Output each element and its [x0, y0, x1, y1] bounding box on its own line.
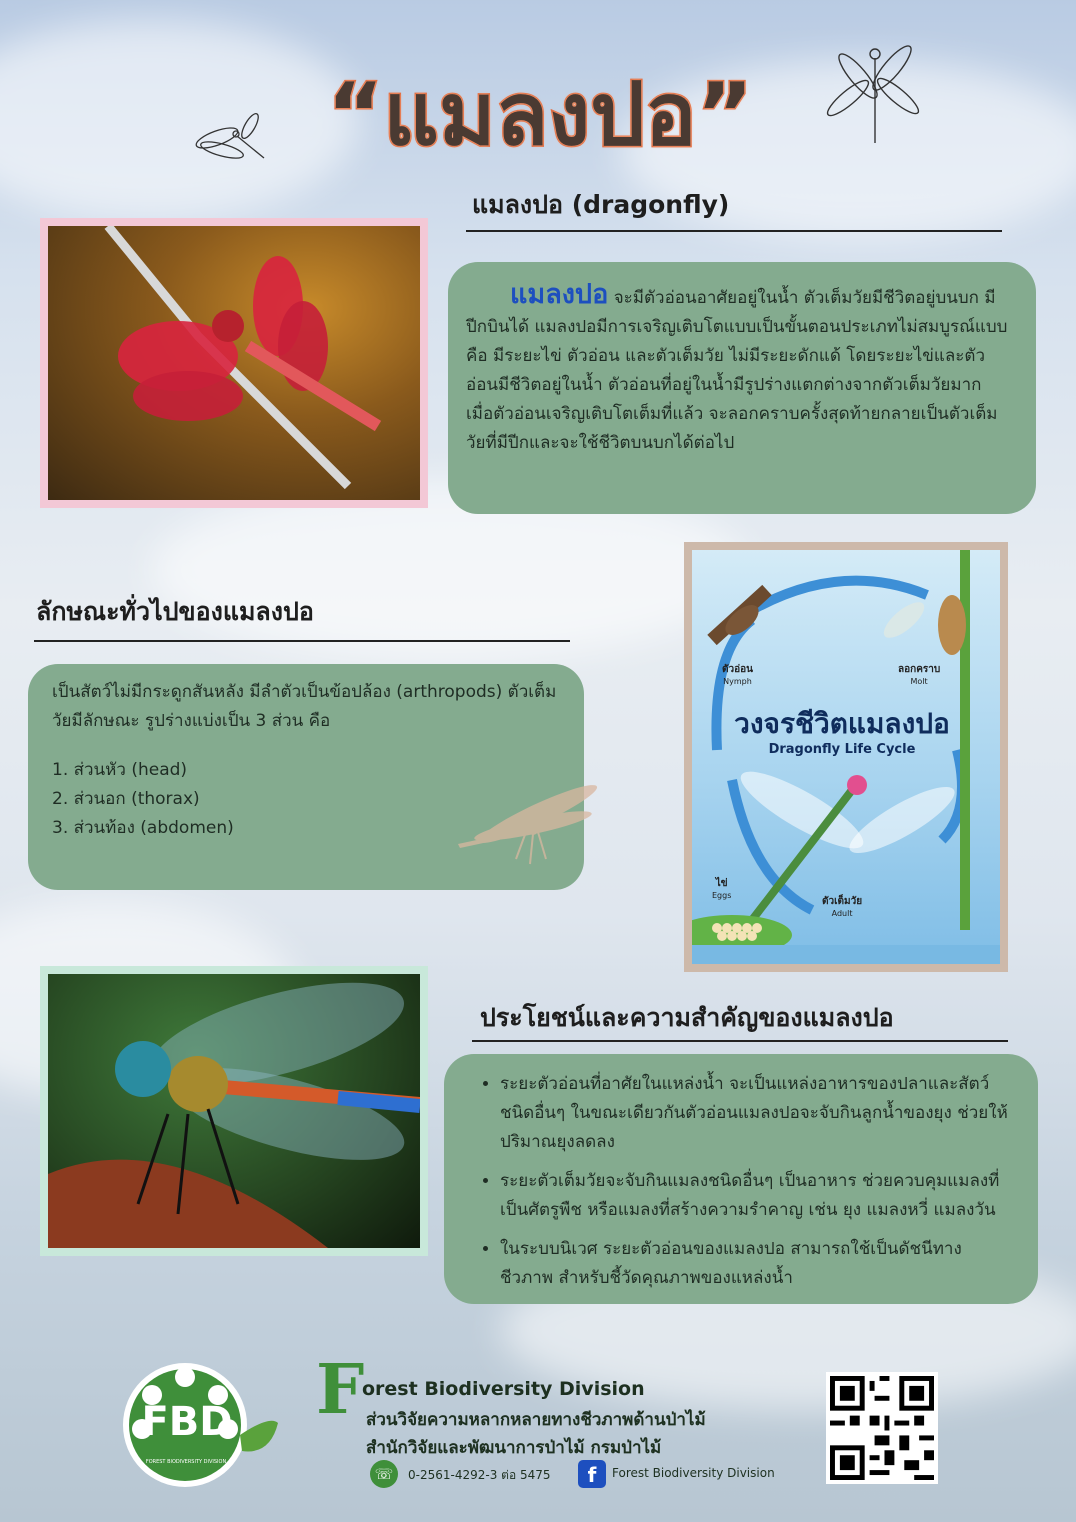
damselfly-silhouette-icon — [438, 784, 608, 874]
intro-heading: แมลงปอ (dragonfly) — [472, 190, 730, 219]
org-initial: F — [316, 1350, 365, 1430]
list-item: • ระยะตัวเต็มวัยจะจับกินแมลงชนิดอื่นๆ เป็นอาหาร ช่วยควบคุมแมลงที่เป็นศัตรูพืช หรือแมลงที่สร้างความรำคาญ เช่น ยุง แมลงหวี่ แมลงวัน — [500, 1167, 1014, 1225]
intro-text: จะมีตัวอ่อนอาศัยอยู่ในน้ำ ตัวเต็มวัยมีชีวิตอยู่บนบก มีปีกบินได้ แมลงปอมีการเจริญเติบโตแบบเป็นขั้นตอนประเภทไม่สมบูรณ์แบบ คือ มีระยะไข่ ตัวอ่อน และตัวเต็มวัย ไม่มีระยะดักแด้ โดยระยะไข่และตัวอ่อนมีชีวิตอยู่ในน้ำ ตัวอ่อนที่อยู่ในน้ำมีรูปร่างแตกต่างจากตัวเต็มวัยมาก เมื่อตัวอ่อนเจริญเติบโตเต็มที่แล้ว จะลอกคราบครั้งสุดท้ายกลายเป็นตัวเต็มวัยที่มีปีกและจะใช้ชีวิตบนบกได้ต่อไป — [466, 288, 1008, 453]
fbd-logo-ring-text: FOREST BIODIVERSITY DIVISION — [145, 1459, 227, 1465]
nymph-label-en: Nymph — [723, 677, 752, 686]
list-item: • ระยะตัวอ่อนที่อาศัยในแหล่งน้ำ จะเป็นแหล่งอาหารของปลาและสัตว์ชนิดอื่นๆ ในขณะเดียวกันตัวอ่อนแมลงปอจะจับกินลูกน้ำของยุง ช่วยให้ปริมาณยุงลดลง — [500, 1070, 1014, 1157]
lifecycle-diagram — [692, 550, 1000, 964]
qr-code-icon — [830, 1376, 934, 1480]
phone-number[interactable]: 0-2561-4292-3 ต่อ 5475 — [408, 1468, 551, 1482]
facebook-link[interactable]: Forest Biodiversity Division — [612, 1466, 775, 1480]
lifecycle-subtitle: Dragonfly Life Cycle — [768, 742, 916, 757]
page-title: “แมลงปอ” — [326, 65, 754, 165]
benefits-list — [444, 1054, 1038, 1293]
nymph-label — [722, 662, 753, 686]
phone-icon: ☏ — [370, 1460, 398, 1488]
photo-frame — [40, 966, 428, 1256]
divider — [472, 1040, 1008, 1042]
qr-code[interactable] — [826, 1372, 938, 1484]
general-text: เป็นสัตว์ไม่มีกระดูกสันหลัง มีลำตัวเป็นข้อปล้อง (arthropods) ตัวเต็มวัยมีลักษณะ รูปร่างแบ่งเป็น 3 ส่วน คือ — [52, 682, 557, 731]
red-dragonfly-photo — [48, 226, 420, 500]
general-heading: ลักษณะทั่วไปของแมลงปอ — [36, 597, 314, 626]
eggs-label-en: Eggs — [712, 891, 732, 900]
list-item: 2. ส่วนอก (thorax) — [52, 789, 200, 809]
list-item: • ในระบบนิเวศ ระยะตัวอ่อนของแมลงปอ สามารถใช้เป็นดัชนีทางชีวภาพ สำหรับชี้วัดคุณภาพของแหล่งน้ำ — [500, 1235, 1014, 1293]
dragonfly-sketch-icon — [192, 108, 272, 168]
blue-dragonfly-photo — [48, 974, 420, 1248]
nymph-label-th: ตัวอ่อน — [722, 664, 753, 675]
dragonfly-sketch-icon — [820, 38, 930, 148]
fbd-logo-text: FBD — [141, 1399, 233, 1445]
molt-label — [898, 662, 940, 686]
org-name-th-2: สำนักวิจัยและพัฒนาการป่าไม้ กรมป่าไม้ — [366, 1438, 662, 1458]
molt-label-th: ลอกคราบ — [898, 664, 941, 675]
fbd-logo — [120, 1355, 280, 1495]
facebook-icon: f — [578, 1460, 606, 1488]
lifecycle-frame — [684, 542, 1008, 972]
intro-highlight: แมลงปอ — [510, 279, 609, 310]
intro-text-block — [448, 262, 1036, 458]
intro-panel — [448, 262, 1036, 514]
general-panel — [28, 664, 584, 890]
photo-frame — [40, 218, 428, 508]
divider — [466, 230, 1002, 232]
list-item: 3. ส่วนท้อง (abdomen) — [52, 818, 234, 838]
eggs-label — [712, 876, 731, 900]
adult-label-th: ตัวเต็มวัย — [822, 896, 863, 907]
eggs-label-th: ไข่ — [715, 878, 728, 889]
org-name-en: orest Biodiversity Division — [362, 1378, 645, 1400]
benefits-heading: ประโยชน์และความสำคัญของแมลงปอ — [480, 1003, 894, 1032]
lifecycle-title: วงจรชีวิตแมลงปอ — [734, 707, 950, 740]
org-name-th-1: ส่วนวิจัยความหลากหลายทางชีวภาพด้านป่าไม้ — [366, 1410, 706, 1430]
molt-label-en: Molt — [910, 677, 928, 686]
adult-label-en: Adult — [831, 909, 853, 918]
list-item: 1. ส่วนหัว (head) — [52, 760, 188, 780]
benefits-panel — [444, 1054, 1038, 1304]
divider — [34, 640, 570, 642]
adult-label — [822, 894, 862, 918]
